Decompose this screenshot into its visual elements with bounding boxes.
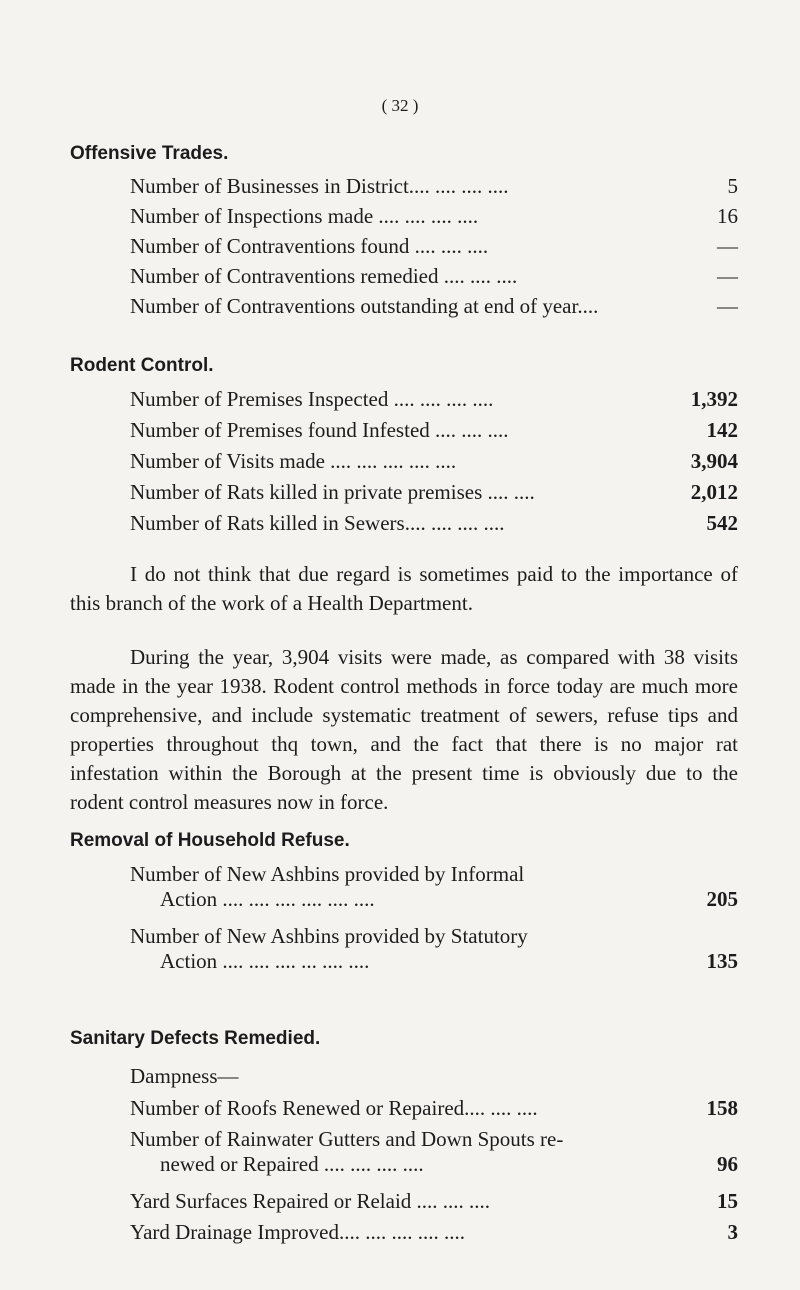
row-label: Number of Premises Inspected .... .... .... .... [130, 387, 494, 411]
table-row [130, 1127, 738, 1177]
row-value: 158 [706, 1096, 738, 1120]
row-label: Number of Visits made .... .... .... .... .... [130, 449, 457, 473]
row-label: Number of Contraventions remedied .... .... .... [130, 264, 518, 288]
row-label: Number of New Ashbins provided by Informal [130, 862, 525, 886]
table-row [130, 480, 738, 505]
row-value: — [717, 264, 738, 288]
row-value: 3,904 [690, 449, 738, 473]
row-value: 5 [727, 174, 738, 198]
row-label: Number of Contraventions outstanding at end of year.... [130, 294, 599, 318]
row-value: 3 [727, 1220, 738, 1244]
table-row [130, 449, 738, 474]
row-value: 16 [717, 204, 738, 228]
table-row [130, 204, 738, 229]
row-value: 135 [706, 949, 738, 973]
row-value: 15 [717, 1189, 738, 1213]
row-label: Number of Contraventions found .... .... .... [130, 234, 489, 258]
household-refuse-heading: Removal of Household Refuse. [70, 830, 350, 851]
table-row [130, 234, 738, 259]
sanitary-defects-heading: Sanitary Defects Remedied. [70, 1028, 321, 1049]
row-label: Number of Premises found Infested .... .... .... [130, 418, 509, 442]
table-row [130, 1220, 738, 1245]
table-row [130, 264, 738, 289]
row-label-continued: Action .... .... .... .... .... .... [160, 887, 375, 911]
row-label-continued: Action .... .... .... ... .... .... [160, 949, 370, 973]
row-value: — [717, 294, 738, 318]
row-value: 96 [717, 1152, 738, 1176]
row-value: 142 [706, 418, 738, 442]
row-label: Yard Surfaces Repaired or Relaid .... .... .... [130, 1189, 491, 1213]
row-label: Yard Drainage Improved.... .... .... .... .... [130, 1220, 465, 1244]
table-row [130, 1096, 738, 1121]
row-label: Number of Inspections made .... .... .... .... [130, 204, 479, 228]
table-row [130, 924, 738, 974]
dampness-subheading: Dampness— [130, 1064, 239, 1088]
table-row [130, 862, 738, 912]
page-number: ( 32 ) [381, 96, 419, 115]
row-value: 205 [706, 887, 738, 911]
row-label-continued: newed or Repaired .... .... .... .... [160, 1152, 424, 1176]
offensive-trades-heading: Offensive Trades. [70, 143, 229, 164]
paragraph-visits: During the year, 3,904 visits were made, as compared with 38 visits made in the year 1938. Rodent control methods in force today are much more comprehensive, and include systematic treatment of sewers, refuse tips and properties throughout thq town, and the fact that there is no major rat infestation within the Borough at the present time is obviously due to the rodent control measures now in force. [70, 645, 738, 814]
row-value: 2,012 [690, 480, 738, 504]
table-row [130, 511, 738, 536]
paragraph-regard: I do not think that due regard is sometimes paid to the importance of this branch of the work of a Health Department. [70, 562, 738, 615]
row-label: Number of Businesses in District.... .... .... .... [130, 174, 509, 198]
row-label: Number of Rainwater Gutters and Down Spouts re- [130, 1127, 564, 1151]
table-row [130, 387, 738, 412]
table-row [130, 294, 738, 319]
row-label: Number of Rats killed in Sewers.... .... .... .... [130, 511, 505, 535]
row-value: 1,392 [690, 387, 738, 411]
table-row [130, 1189, 738, 1214]
row-label: Number of Roofs Renewed or Repaired.... .... .... [130, 1096, 538, 1120]
table-row [130, 418, 738, 443]
row-label: Number of New Ashbins provided by Statutory [130, 924, 528, 948]
row-label: Number of Rats killed in private premises .... .... [130, 480, 535, 504]
table-row [130, 174, 738, 199]
row-value: 542 [706, 511, 738, 535]
row-value: — [717, 234, 738, 258]
rodent-control-heading: Rodent Control. [70, 355, 214, 376]
